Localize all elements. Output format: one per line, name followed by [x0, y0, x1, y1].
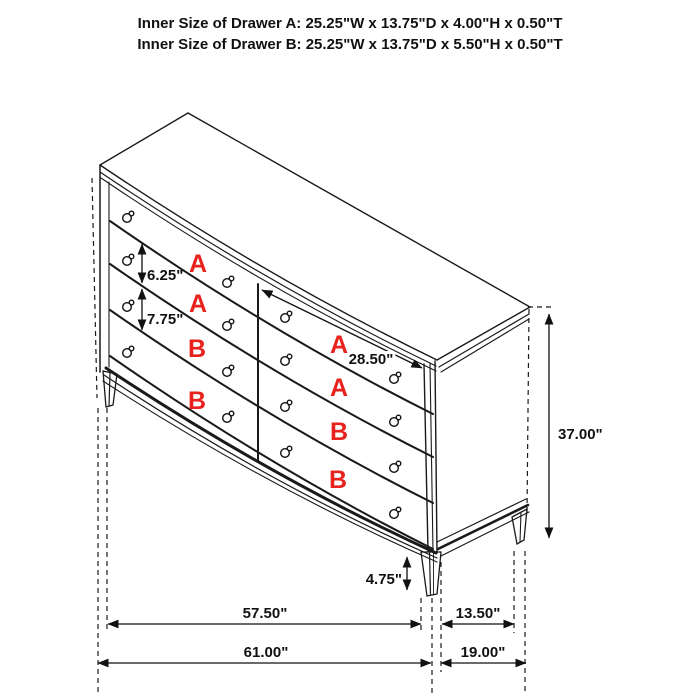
dim-label-leg-height: 4.75"	[365, 571, 402, 588]
drawer-label: B	[328, 466, 348, 494]
drawer-label: A	[188, 290, 208, 318]
dim-label-overall-height: 37.00"	[558, 426, 603, 443]
dim-label-front-leg-span: 57.50"	[242, 605, 288, 622]
dim-label-drawer-a-height: 6.25"	[147, 267, 184, 284]
hidden-back-left-edge	[92, 178, 97, 398]
dim-label-drawer-b-height: 7.75"	[147, 311, 184, 328]
drawer-label: A	[329, 331, 349, 359]
drawer-label: A	[188, 250, 208, 278]
drawer-label: A	[329, 374, 349, 402]
dim-label-side-leg-span: 13.50"	[455, 605, 501, 622]
inner-size-drawer-b: Inner Size of Drawer B: 25.25"W x 13.75"D x 5.50"H x 0.50"T	[137, 36, 563, 53]
drawer-label: B	[187, 387, 207, 415]
dim-label-section-width: 28.50"	[348, 351, 394, 368]
drawer-label: B	[329, 418, 349, 446]
drawer-label: B	[187, 335, 207, 363]
dim-label-overall-depth: 19.00"	[460, 644, 506, 661]
front-right-leg	[421, 552, 441, 596]
inner-size-drawer-a: Inner Size of Drawer A: 25.25"W x 13.75"D x 4.00"H x 0.50"T	[137, 15, 563, 32]
dim-label-overall-width: 61.00"	[243, 644, 289, 661]
